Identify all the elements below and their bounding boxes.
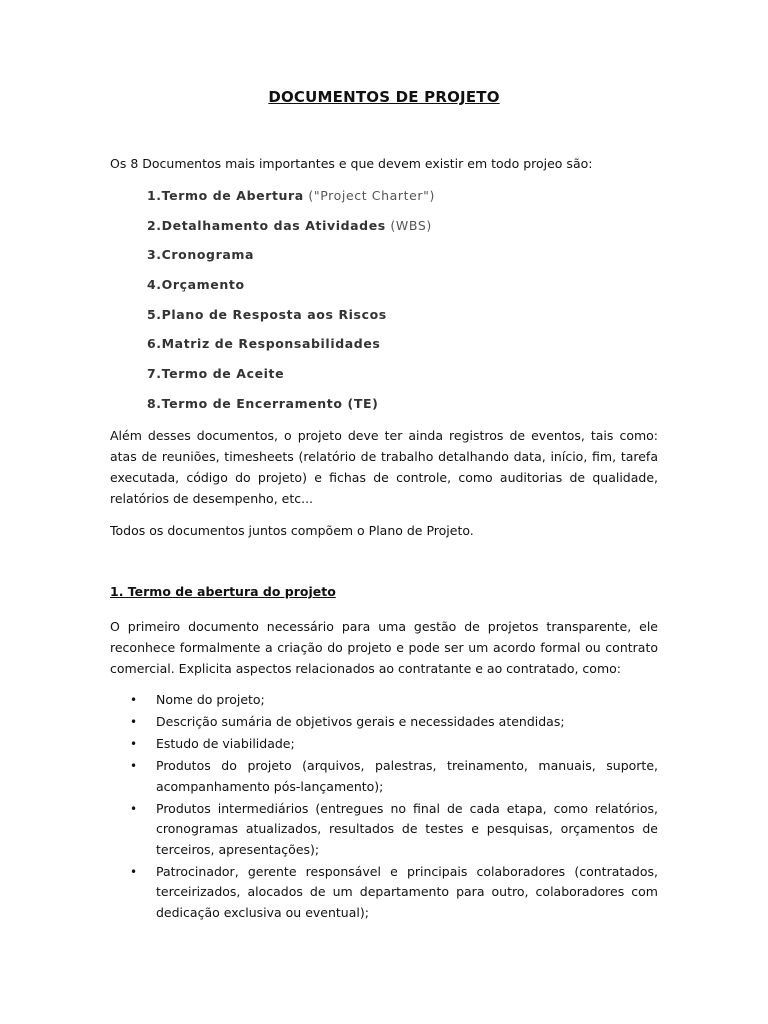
document-name: 2.Detalhamento das Atividades — [147, 217, 386, 233]
list-item — [147, 186, 435, 216]
document-name: 8.Termo de Encerramento (TE) — [147, 395, 379, 411]
bullet-icon: • — [130, 693, 138, 707]
list-item — [147, 364, 435, 394]
document-note: (WBS) — [390, 217, 432, 233]
list-item — [110, 799, 658, 861]
list-item — [147, 394, 435, 424]
bullet-icon: • — [130, 801, 138, 816]
list-item — [110, 862, 658, 924]
list-item — [110, 756, 658, 797]
section-paragraph: O primeiro documento necessário para uma gestão de projetos transparente, ele reconhece formalmente a criação do projeto e pode ser um acordo formal ou contrato comercial. Explicita aspectos relacionados ao contratante e ao contratado, como: — [110, 619, 658, 676]
registros-paragraph: Além desses documentos, o projeto deve ter ainda registros de eventos, tais como: atas de reuniões, timesheets (relatório de trabalho detalhando data, início, fim, tarefa executada, código do projeto) e fichas de controle, como auditorias de qualidade, relatórios de desempenho, etc... — [110, 428, 658, 506]
list-item — [110, 712, 658, 733]
document-name: 1.Termo de Abertura — [147, 188, 304, 203]
document-name: 6.Matriz de Responsabilidades — [147, 336, 381, 352]
bullet-text: Nome do projeto; — [156, 692, 265, 707]
bullet-list — [110, 690, 658, 925]
document-name: 4.Orçamento — [147, 277, 245, 293]
list-item — [147, 245, 435, 275]
bullet-icon: • — [130, 715, 138, 729]
section-heading: 1. Termo de abertura do projeto — [110, 584, 336, 599]
list-item — [147, 216, 435, 246]
bullet-text: Estudo de viabilidade; — [156, 736, 295, 751]
document-note: ("Project Charter") — [308, 188, 435, 203]
document-name: 5.Plano de Resposta aos Riscos — [147, 306, 387, 322]
list-item — [110, 734, 658, 755]
bullet-icon: • — [130, 759, 138, 773]
list-item — [110, 690, 658, 711]
document-name: 3.Cronograma — [147, 247, 255, 263]
list-item — [147, 275, 435, 305]
document-title: DOCUMENTOS DE PROJETO — [268, 88, 500, 106]
bullet-icon: • — [130, 864, 138, 879]
intro-text: Os 8 Documentos mais importantes e que devem existir em todo projeo são: — [110, 156, 593, 171]
document-name: 7.Termo de Aceite — [147, 366, 285, 382]
documents-list — [147, 186, 435, 424]
plano-paragraph: Todos os documentos juntos compõem o Plano de Projeto. — [110, 523, 474, 538]
list-item — [147, 305, 435, 335]
bullet-icon: • — [130, 737, 138, 751]
bullet-text: Produtos do projeto (arquivos, palestras, treinamento, manuais, suporte, acompanhamento pós-lançamento); — [156, 758, 658, 794]
bullet-text: Produtos intermediários (entregues no final de cada etapa, como relatórios, cronogramas atualizados, resultados de testes e pesquisas, orçamentos de terceiros, apresentações); — [156, 800, 658, 857]
list-item — [147, 334, 435, 364]
bullet-text: Descrição sumária de objetivos gerais e necessidades atendidas; — [156, 714, 565, 729]
bullet-text: Patrocinador, gerente responsável e principais colaboradores (contratados, terceirizados, alocados de um departamento para outro, colaboradores com dedicação exclusiva ou eventual); — [156, 863, 658, 920]
